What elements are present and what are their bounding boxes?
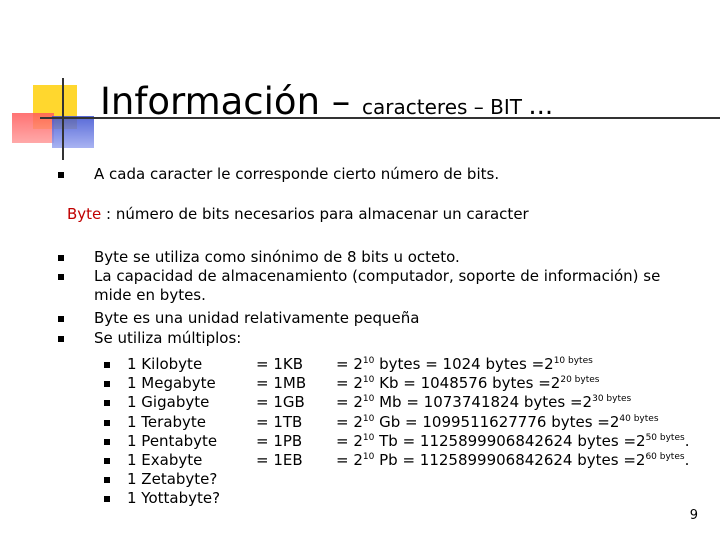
bullet-square-icon — [104, 496, 110, 502]
equiv-middle: Tb = 1125899906842624 bytes =2 — [374, 431, 646, 450]
unit-name: 1 Yottabyte? — [127, 489, 221, 508]
equiv-middle: Pb = 1125899906842624 bytes =2 — [374, 451, 646, 469]
equiv-prefix: = 2 — [336, 355, 363, 373]
unit-name: 1 Zetabyte? — [127, 470, 218, 489]
decor-blue-square — [52, 116, 94, 148]
unit-abbr: = 1KB — [256, 355, 304, 373]
decor-vertical-line — [62, 78, 64, 160]
slide-title — [100, 80, 553, 123]
title-main: Información – — [100, 80, 363, 123]
bullet-item: Byte se utiliza como sinónimo de 8 bits u octeto. — [94, 248, 460, 266]
unit-name: 1 Megabyte — [127, 374, 216, 393]
bullet-item: Byte es una unidad relativamente pequeña — [94, 309, 420, 327]
unit-name: 1 Kilobyte — [127, 355, 203, 373]
equiv-exponent: 10 — [362, 413, 375, 424]
equiv-power: 60 bytes — [645, 452, 685, 462]
equiv-power: 20 bytes — [560, 375, 600, 386]
title-sub: caracteres – BIT — [362, 95, 529, 119]
equiv-middle: Mb = 1073741824 bytes =2 — [374, 393, 593, 412]
equiv-power: 40 bytes — [619, 413, 659, 424]
bullet-square-icon — [58, 255, 64, 261]
bullet-square-icon — [104, 477, 110, 483]
equiv-middle: Kb = 1048576 bytes =2 — [374, 374, 561, 393]
equiv-exponent: 10 — [362, 394, 375, 405]
byte-definition — [67, 205, 529, 224]
equiv-power: 50 bytes — [645, 432, 685, 443]
bullet-item-continuation: mide en bytes. — [94, 286, 206, 304]
bullet-square-icon — [58, 316, 64, 322]
unit-equivalence — [336, 393, 631, 412]
equiv-exponent: 10 — [362, 356, 375, 366]
equiv-suffix: . — [684, 451, 690, 469]
bullet-square-icon — [104, 362, 110, 368]
equiv-power: 30 bytes — [592, 394, 632, 405]
unit-equivalence — [336, 413, 659, 432]
bullet-square-icon — [104, 400, 110, 406]
unit-abbr: = 1GB — [256, 393, 305, 412]
title-dots: ... — [528, 91, 554, 121]
bullet-square-icon — [58, 274, 64, 280]
byte-term: Byte — [67, 205, 102, 223]
equiv-suffix: . — [684, 431, 690, 450]
unit-equivalence — [336, 451, 689, 470]
equiv-power: 10 bytes — [553, 356, 593, 366]
intro-text: A cada caracter le corresponde cierto número de bits. — [94, 165, 500, 183]
unit-name: 1 Gigabyte — [127, 393, 210, 412]
equiv-prefix: = 2 — [336, 374, 363, 393]
bullet-square-icon — [104, 381, 110, 387]
bullet-item: Se utiliza múltiplos: — [94, 329, 242, 347]
equiv-exponent: 10 — [362, 452, 375, 462]
unit-name: 1 Exabyte — [127, 451, 203, 469]
equiv-middle: bytes = 1024 bytes =2 — [374, 355, 554, 373]
unit-abbr: = 1EB — [256, 451, 303, 469]
equiv-exponent: 10 — [362, 375, 375, 386]
unit-equivalence — [336, 432, 689, 451]
equiv-exponent: 10 — [362, 432, 375, 443]
bullet-square-icon — [104, 420, 110, 426]
bullet-square-icon — [58, 336, 64, 342]
bullet-square-icon — [104, 458, 110, 464]
bullet-item: La capacidad de almacenamiento (computador, soporte de información) se — [94, 267, 661, 285]
unit-abbr: = 1MB — [256, 374, 307, 393]
byte-definition-text: : número de bits necesarios para almacenar un caracter — [101, 205, 529, 223]
equiv-prefix: = 2 — [336, 451, 363, 469]
unit-equivalence — [336, 355, 593, 374]
bullet-square-icon — [104, 439, 110, 445]
equiv-middle: Gb = 1099511627776 bytes =2 — [374, 412, 620, 431]
bullet-square-icon — [58, 172, 64, 178]
unit-abbr: = 1TB — [256, 412, 303, 431]
equiv-prefix: = 2 — [336, 412, 363, 431]
page-number: 9 — [689, 508, 698, 523]
unit-name: 1 Pentabyte — [127, 431, 218, 450]
unit-name: 1 Terabyte — [127, 412, 207, 431]
equiv-prefix: = 2 — [336, 431, 363, 450]
unit-abbr: = 1PB — [256, 431, 303, 450]
unit-equivalence — [336, 374, 599, 393]
equiv-prefix: = 2 — [336, 393, 363, 412]
